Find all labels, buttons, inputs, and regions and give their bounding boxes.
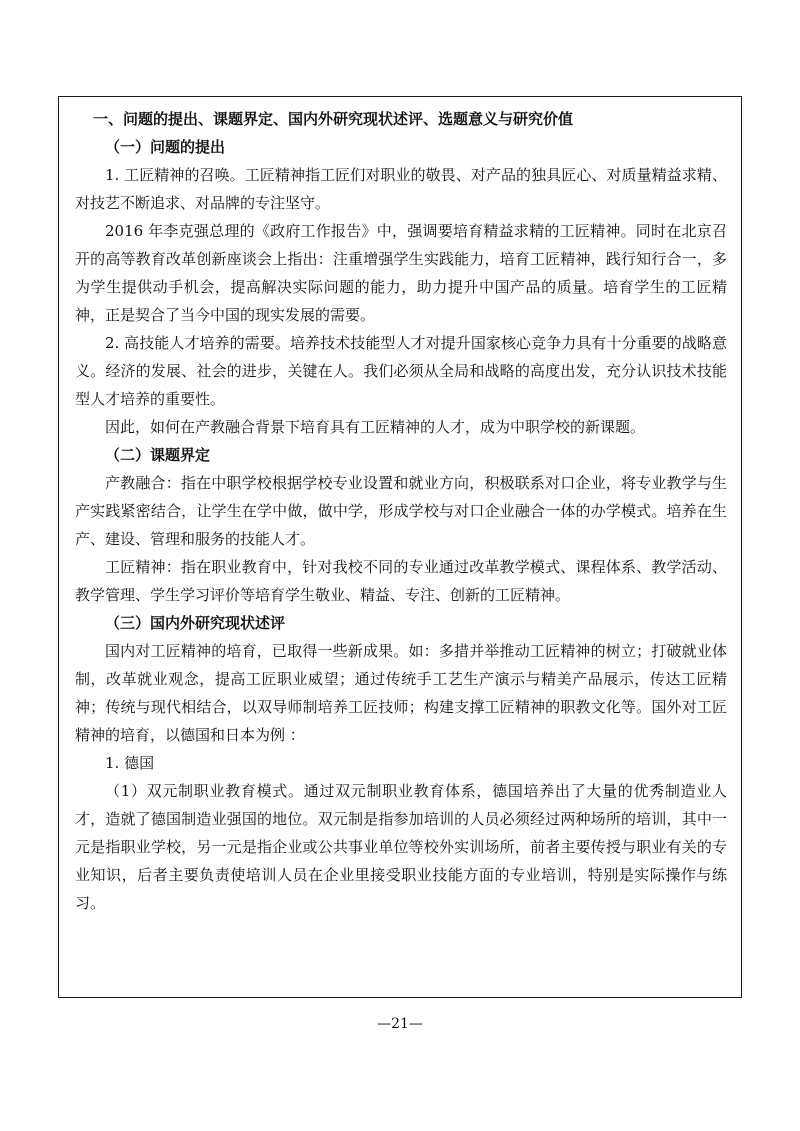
paragraph: 工匠精神：指在职业教育中，针对我校不同的专业通过改革教学模式、课程体系、教学活动、教学管理、学生学习评价等培育学生敬业、精益、专注、创新的工匠精神。 bbox=[75, 558, 727, 604]
subheading-problem: （一）问题的提出 bbox=[105, 138, 226, 156]
paragraph: 2016 年李克强总理的《政府工作报告》中，强调要培育精益求精的工匠精神。同时在北京召开的高等教育改革创新座谈会上指出：注重增强学生实践能力，培育工匠精神，践行知行合一，多为学生提供动手机会，提高解决实际问题的能力，助力提升中国产品的质量。培育学生的工匠精神，正是契合了当今中国的现实发展的需要。 bbox=[75, 222, 727, 324]
section-title: 一、问题的提出、课题界定、国内外研究现状述评、选题意义与研究价值 bbox=[93, 110, 574, 128]
paragraph: 1. 工匠精神的召唤。工匠精神指工匠们对职业的敬畏、对产品的独具匠心、对质量精益求精、对技艺不断追求、对品牌的专注坚守。 bbox=[75, 166, 727, 212]
paragraph: 因此，如何在产教融合背景下培育具有工匠精神的人才，成为中职学校的新课题。 bbox=[105, 418, 646, 436]
paragraph: 2. 高技能人才培养的需要。培养技术技能型人才对提升国家核心竞争力具有十分重要的战略意义。经济的发展、社会的进步，关键在人。我们必须从全局和战略的高度出发，充分认识技术技能型人才培养的重要性。 bbox=[75, 334, 727, 408]
subheading-definition: （二）课题界定 bbox=[105, 446, 211, 464]
page-number: —21— bbox=[377, 1016, 423, 1032]
paragraph: 1. 德国 bbox=[105, 754, 155, 772]
paragraph: 产教融合：指在中职学校根据学校专业设置和就业方向，积极联系对口企业，将专业教学与生产实践紧密结合，让学生在学中做，做中学，形成学校与对口企业融合一体的办学模式。培养在生产、建设、管理和服务的技能人才。 bbox=[75, 474, 727, 548]
subheading-research-status: （三）国内外研究现状述评 bbox=[105, 614, 286, 632]
paragraph: （1）双元制职业教育模式。通过双元制职业教育体系，德国培养出了大量的优秀制造业人才，造就了德国制造业强国的地位。双元制是指参加培训的人员必须经过两种场所的培训，其中一元是指职业学校，另一元是指企业或公共事业单位等校外实训场所，前者主要传授与职业有关的专业知识，后者主要负责使培训人员在企业里接受职业技能方面的专业培训，特别是实际操作与练习。 bbox=[75, 782, 727, 912]
paragraph: 国内对工匠精神的培育，已取得一些新成果。如：多措并举推动工匠精神的树立；打破就业体制，改革就业观念，提高工匠职业威望；通过传统手工艺生产演示与精美产品展示，传达工匠精神；传统与现代相结合，以双导师制培养工匠技师；构建支撑工匠精神的职教文化等。国外对工匠精神的培育，以德国和日本为例 ： bbox=[75, 642, 727, 744]
content-frame bbox=[58, 96, 742, 998]
